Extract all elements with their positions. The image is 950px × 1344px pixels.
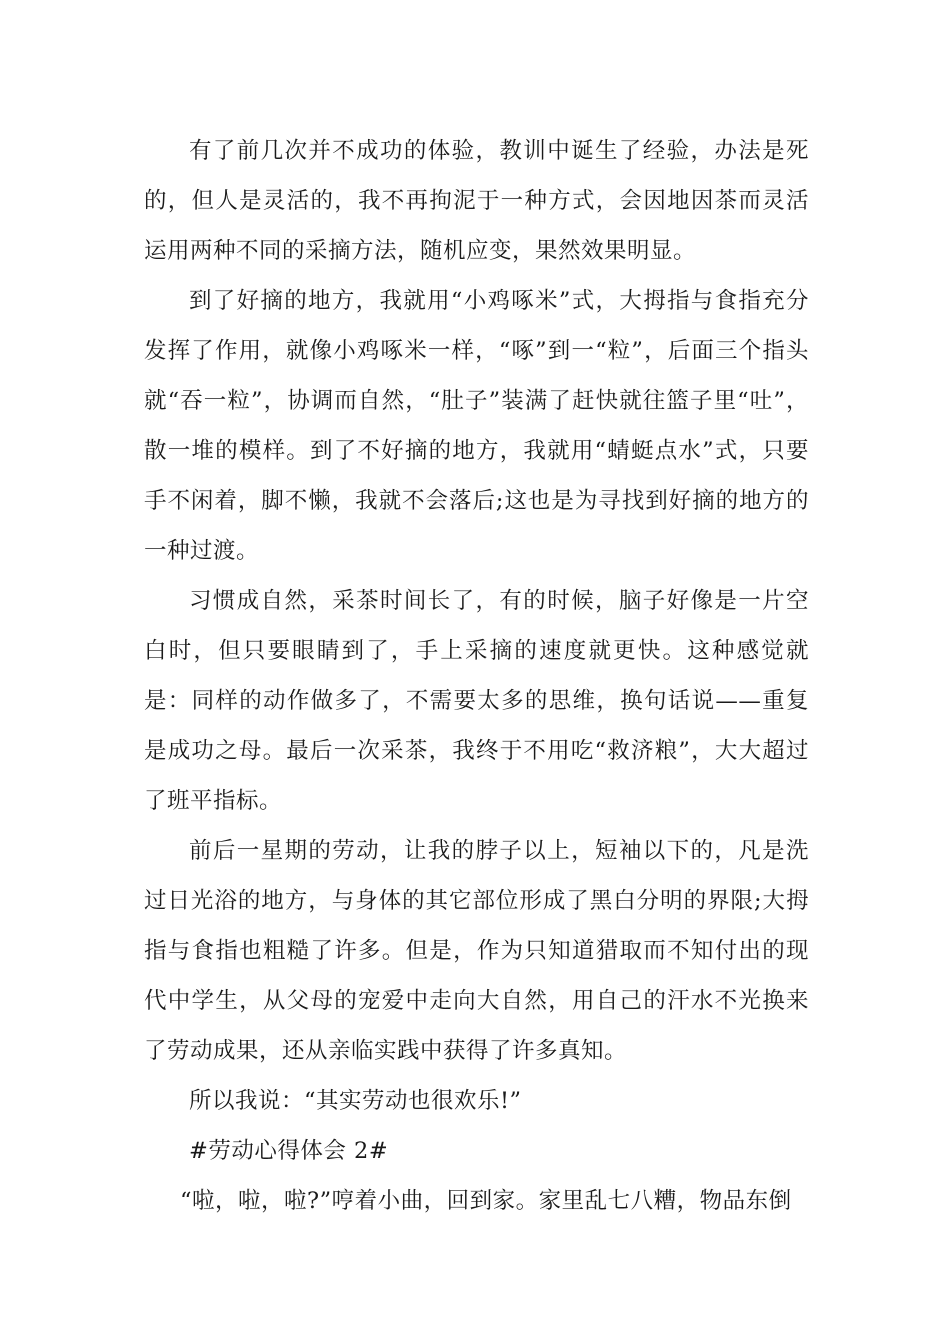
- document-body: [144, 126, 809, 1226]
- paragraph-coming-home: “啦，啦，啦?”哼着小曲，回到家。家里乱七八糟，物品东倒: [180, 1188, 792, 1214]
- paragraph-conclusion-quote: 所以我说：“其实劳动也很欢乐!”: [189, 1088, 522, 1114]
- paragraph-week-of-labor: 前后一星期的劳动，让我的脖子以上，短袖以下的，凡是洗过日光浴的地方，与身体的其它部位形成了黑白分明的界限;大拇指与食指也粗糙了许多。但是，作为只知道猎取而不知付出的现代中学生，从父母的宠爱中走向大自然，用自己的汗水不光换来了劳动成果，还从亲临实践中获得了许多真知。: [144, 838, 809, 1064]
- paragraph-tea-picking-experience: 有了前几次并不成功的体验，教训中诞生了经验，办法是死的，但人是灵活的，我不再拘泥于一种方式，会因地因茶而灵活运用两种不同的采摘方法，随机应变，果然效果明显。: [144, 138, 809, 264]
- section-heading: #劳动心得体会 2#: [189, 1138, 389, 1164]
- paragraph-habit: 习惯成自然，采茶时间长了，有的时候，脑子好像是一片空白时，但只要眼睛到了，手上采摘的速度就更快。这种感觉就是：同样的动作做多了，不需要太多的思维，换句话说——重复是成功之母。最后一次采茶，我终于不用吃“救济粮”，大大超过了班平指标。: [144, 588, 809, 814]
- paragraph-picking-methods: 到了好摘的地方，我就用“小鸡啄米”式，大拇指与食指充分发挥了作用，就像小鸡啄米一样，“啄”到一“粒”，后面三个指头就“吞一粒”，协调而自然，“肚子”装满了赶快就往篮子里“吐”，散一堆的模样。到了不好摘的地方，我就用“蜻蜓点水”式，只要手不闲着，脚不懒，我就不会落后;这也是为寻找到好摘的地方的一种过渡。: [144, 288, 809, 564]
